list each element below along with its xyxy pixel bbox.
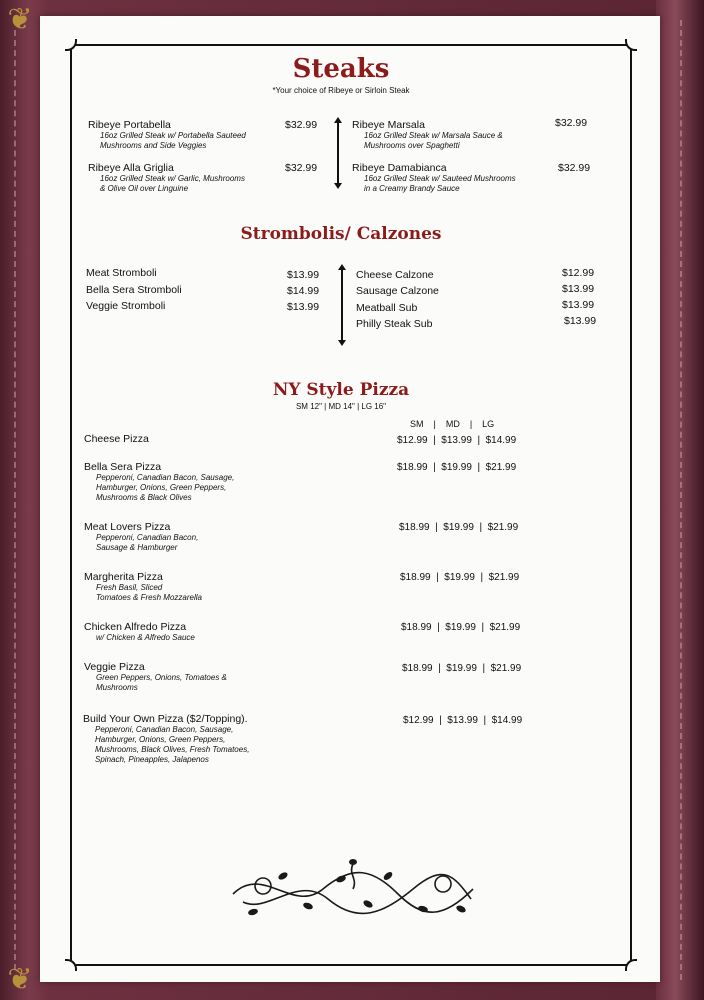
steaks-subtitle: *Your choice of Ribeye or Sirloin Steak bbox=[272, 86, 410, 95]
border-corner bbox=[625, 39, 637, 51]
item-prices: $18.99 | $19.99 | $21.99 bbox=[397, 462, 517, 473]
item-price: $13.99 bbox=[287, 269, 320, 281]
border-corner bbox=[625, 959, 637, 971]
item-description: Pepperoni, Canadian Bacon, Sausage, Hamburger, Onions, Green Peppers, Mushrooms, Black Olives, Fresh Tomatoes, Spinach, Pineapples, Jalapenos bbox=[95, 725, 250, 764]
item-price: $32.99 bbox=[285, 119, 318, 131]
menu-item bbox=[84, 521, 198, 553]
item-name: Build Your Own Pizza ($2/Topping). bbox=[83, 713, 248, 725]
menu-item bbox=[84, 571, 202, 603]
menu-page bbox=[40, 16, 660, 982]
item-name: Ribeye Damabianca bbox=[352, 162, 447, 174]
menu-item bbox=[88, 162, 245, 194]
item-name: Cheese Calzone bbox=[356, 269, 434, 281]
item-name: Bella Sera Stromboli bbox=[86, 284, 182, 296]
menu-item bbox=[356, 269, 434, 281]
pizza-size-note: SM 12" | MD 14" | LG 16" bbox=[295, 402, 387, 411]
strombolis-heading: Strombolis/ Calzones bbox=[240, 224, 442, 244]
size-headers: SM | MD | LG bbox=[410, 419, 495, 429]
item-price: $32.99 bbox=[558, 162, 591, 174]
item-name: Chicken Alfredo Pizza bbox=[84, 621, 187, 633]
item-price: $13.99 bbox=[564, 315, 597, 327]
spine-stitching bbox=[680, 20, 682, 980]
item-price: $32.99 bbox=[555, 117, 588, 129]
menu-item bbox=[84, 461, 234, 503]
item-price: $32.99 bbox=[285, 162, 318, 174]
item-prices: $18.99 | $19.99 | $21.99 bbox=[400, 572, 520, 583]
item-name: Margherita Pizza bbox=[84, 571, 163, 583]
item-price: $14.99 bbox=[287, 285, 320, 297]
item-name: Ribeye Portabella bbox=[88, 119, 171, 131]
item-name: Veggie Stromboli bbox=[86, 300, 166, 312]
item-description: 16oz Grilled Steak w/ Marsala Sauce & Mushrooms over Spaghetti bbox=[364, 131, 503, 150]
menu-item bbox=[84, 433, 149, 445]
item-prices: $18.99 | $19.99 | $21.99 bbox=[401, 622, 521, 633]
column-divider bbox=[337, 121, 339, 185]
menu-item bbox=[356, 318, 432, 330]
item-description: Green Peppers, Onions, Tomatoes & Mushrooms bbox=[96, 673, 227, 692]
item-name: Ribeye Marsala bbox=[352, 119, 425, 131]
item-prices: $12.99 | $13.99 | $14.99 bbox=[397, 435, 517, 446]
item-price: $13.99 bbox=[562, 283, 595, 295]
item-description: w/ Chicken & Alfredo Sauce bbox=[96, 633, 195, 642]
menu-item bbox=[86, 300, 165, 312]
item-prices: $18.99 | $19.99 | $21.99 bbox=[399, 522, 519, 533]
item-name: Meatball Sub bbox=[356, 302, 418, 314]
brass-corner-icon: ❦ bbox=[7, 962, 33, 997]
item-name: Veggie Pizza bbox=[84, 661, 145, 673]
menu-item bbox=[83, 713, 249, 765]
item-name: Bella Sera Pizza bbox=[84, 461, 162, 473]
item-description: Fresh Basil, Sliced Tomatoes & Fresh Mozzarella bbox=[96, 583, 202, 602]
menu-item bbox=[356, 302, 417, 314]
menu-item bbox=[86, 284, 182, 296]
vine-flourish-icon bbox=[223, 854, 483, 924]
item-price: $13.99 bbox=[287, 301, 320, 313]
item-name: Meat Stromboli bbox=[86, 267, 157, 279]
item-description: 16oz Grilled Steak w/ Garlic, Mushrooms & Olive Oil over Linguine bbox=[100, 174, 245, 193]
item-price: $12.99 bbox=[562, 267, 595, 279]
item-prices: $18.99 | $19.99 | $21.99 bbox=[402, 663, 522, 674]
item-name: Ribeye Alla Griglia bbox=[88, 162, 174, 174]
item-prices: $12.99 | $13.99 | $14.99 bbox=[403, 715, 523, 726]
cover-stitching bbox=[14, 30, 16, 970]
item-name: Cheese Pizza bbox=[84, 433, 149, 445]
menu-item bbox=[86, 267, 157, 279]
item-name: Meat Lovers Pizza bbox=[84, 521, 171, 533]
column-divider bbox=[341, 268, 343, 342]
border-corner bbox=[65, 959, 77, 971]
item-description: 16oz Grilled Steak w/ Sauteed Mushrooms in a Creamy Brandy Sauce bbox=[364, 174, 516, 193]
item-name: Philly Steak Sub bbox=[356, 318, 433, 330]
item-description: Pepperoni, Canadian Bacon, Sausage, Hamburger, Onions, Green Peppers, Mushrooms & Black Olives bbox=[96, 473, 235, 502]
steaks-heading: Steaks bbox=[292, 54, 390, 84]
menu-item bbox=[352, 119, 503, 151]
item-description: 16oz Grilled Steak w/ Portabella Sauteed Mushrooms and Side Veggies bbox=[100, 131, 246, 150]
menu-item bbox=[352, 162, 516, 194]
menu-item bbox=[84, 621, 195, 643]
menu-item bbox=[88, 119, 246, 151]
border-corner bbox=[65, 39, 77, 51]
menu-item bbox=[356, 285, 439, 297]
brass-corner-icon: ❦ bbox=[7, 2, 33, 37]
item-description: Pepperoni, Canadian Bacon, Sausage & Hamburger bbox=[96, 533, 199, 552]
item-name: Sausage Calzone bbox=[356, 285, 439, 297]
menu-item bbox=[84, 661, 227, 693]
item-price: $13.99 bbox=[562, 299, 595, 311]
pizza-heading: NY Style Pizza bbox=[272, 380, 410, 400]
